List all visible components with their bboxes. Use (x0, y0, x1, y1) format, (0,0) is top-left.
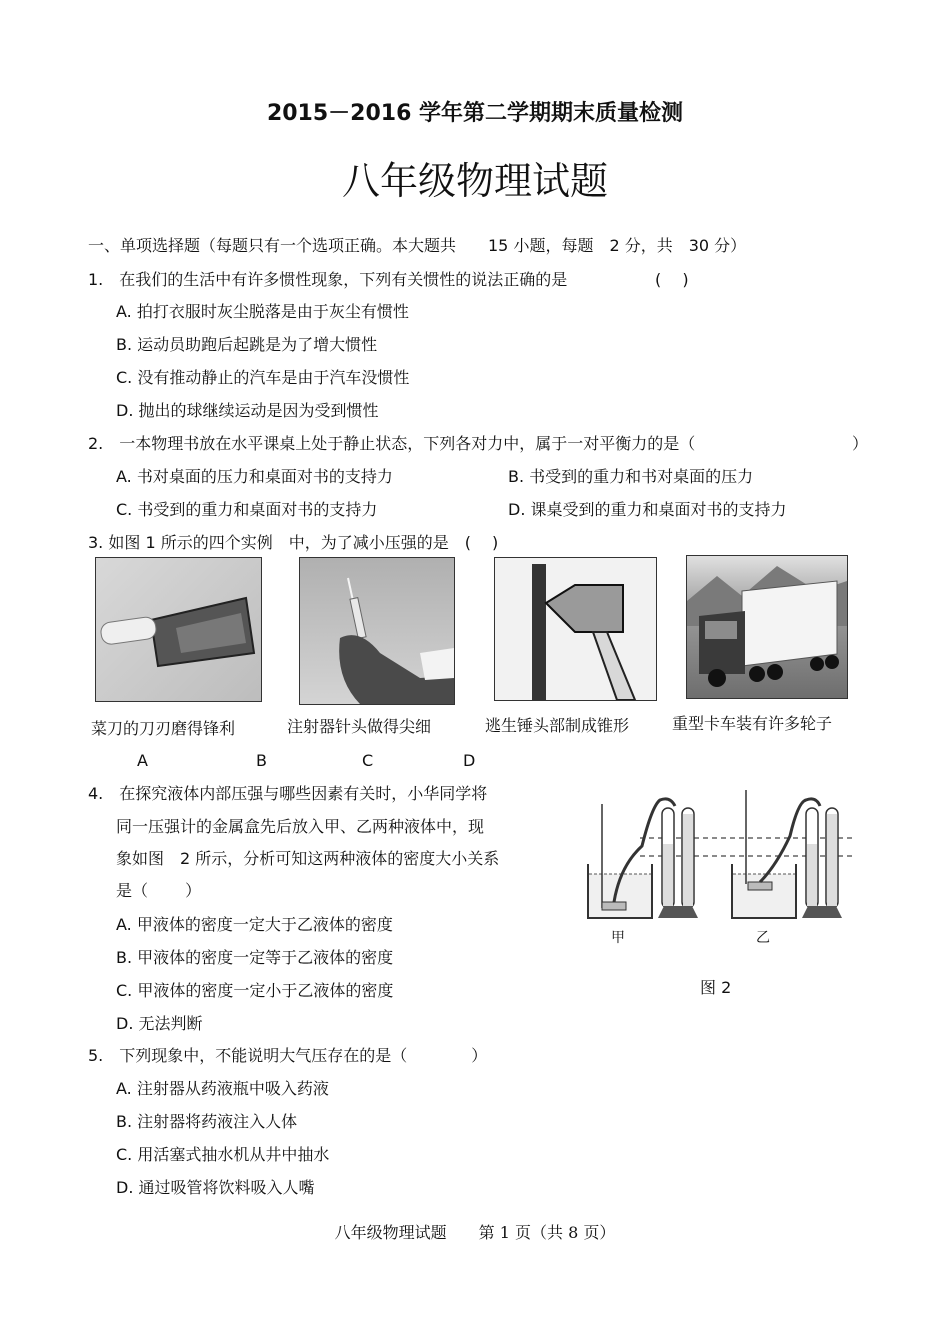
caption-knife: 菜刀的刀刃磨得锋利 (91, 719, 236, 738)
option-letter-c: C (362, 751, 374, 770)
question-5-option-a: A. 注射器从药液瓶中吸入药液 (116, 1079, 329, 1098)
question-2-option-d: D. 课桌受到的重力和桌面对书的支持力 (508, 500, 787, 519)
escape-hammer-image (494, 557, 657, 701)
knife-image (95, 557, 262, 702)
question-2-option-a: A. 书对桌面的压力和桌面对书的支持力 (116, 467, 393, 486)
page-footer: 八年级物理试题 第 1 页（共 8 页） (334, 1223, 616, 1242)
question-1-bracket: ( ) (655, 270, 689, 289)
question-2-stem: 2. 一本物理书放在水平课桌上处于静止状态，下列各对力中，属于一对平衡力的是（ (88, 434, 696, 453)
question-1-option-d: D. 抛出的球继续运动是因为受到惯性 (116, 401, 379, 420)
figure-label-yi: 乙 (756, 930, 770, 946)
question-4-option-b: B. 甲液体的密度一定等于乙液体的密度 (116, 948, 394, 967)
figure-label-jia: 甲 (611, 930, 625, 946)
question-5-option-c: C. 用活塞式抽水机从井中抽水 (116, 1145, 330, 1164)
question-4-stem-line-4: 是（ ） (116, 881, 202, 900)
question-4-stem-line-2: 同一压强计的金属盒先后放入甲、乙两种液体中，现 (116, 817, 485, 836)
question-1-option-b: B. 运动员助跑后起跳是为了增大惯性 (116, 335, 378, 354)
question-4-option-a: A. 甲液体的密度一定大于乙液体的密度 (116, 915, 393, 934)
caption-truck: 重型卡车装有许多轮子 (672, 714, 833, 733)
question-5-stem: 5. 下列现象中，不能说明大气压存在的是（ ） (88, 1046, 488, 1065)
question-4-option-c: C. 甲液体的密度一定小于乙液体的密度 (116, 981, 394, 1000)
caption-escape-hammer: 逃生锤头部制成锥形 (485, 716, 630, 735)
question-5-option-b: B. 注射器将药液注入人体 (116, 1112, 298, 1131)
question-1-option-a: A. 拍打衣服时灰尘脱落是由于灰尘有惯性 (116, 302, 409, 321)
caption-syringe: 注射器针头做得尖细 (287, 717, 432, 736)
option-letter-d: D (463, 751, 476, 770)
question-4-option-d: D. 无法判断 (116, 1014, 203, 1033)
exam-header: 2015－2016 学年第二学期期末质量检测 (266, 101, 684, 126)
question-3-stem: 3. 如图 1 所示的四个实例 中，为了减小压强的是 ( ) (88, 533, 499, 552)
question-1-option-c: C. 没有推动静止的汽车是由于汽车没惯性 (116, 368, 410, 387)
question-2-option-c: C. 书受到的重力和桌面对书的支持力 (116, 500, 378, 519)
option-letter-b: B (256, 751, 267, 770)
figure-2-caption: 图 2 (700, 978, 732, 997)
syringe-image (299, 557, 455, 705)
truck-image (686, 555, 848, 699)
exam-title: 八年级物理试题 (341, 159, 608, 203)
question-2-bracket-close: ） (852, 434, 869, 453)
question-5-option-d: D. 通过吸管将饮料吸入人嘴 (116, 1178, 315, 1197)
question-1-stem: 1. 在我们的生活中有许多惯性现象，下列有关惯性的说法正确的是 (88, 270, 568, 289)
option-letter-a: A (137, 751, 148, 770)
question-4-stem-line-1: 4. 在探究液体内部压强与哪些因素有关时，小华同学将 (88, 784, 488, 803)
question-4-stem-line-3: 象如图 2 所示，分析可知这两种液体的密度大小关系 (116, 849, 500, 868)
section-heading: 一、单项选择题（每题只有一个选项正确。本大题共 15 小题，每题 2 分，共 30 分） (88, 236, 747, 255)
question-2-option-b: B. 书受到的重力和书对桌面的压力 (508, 467, 754, 486)
